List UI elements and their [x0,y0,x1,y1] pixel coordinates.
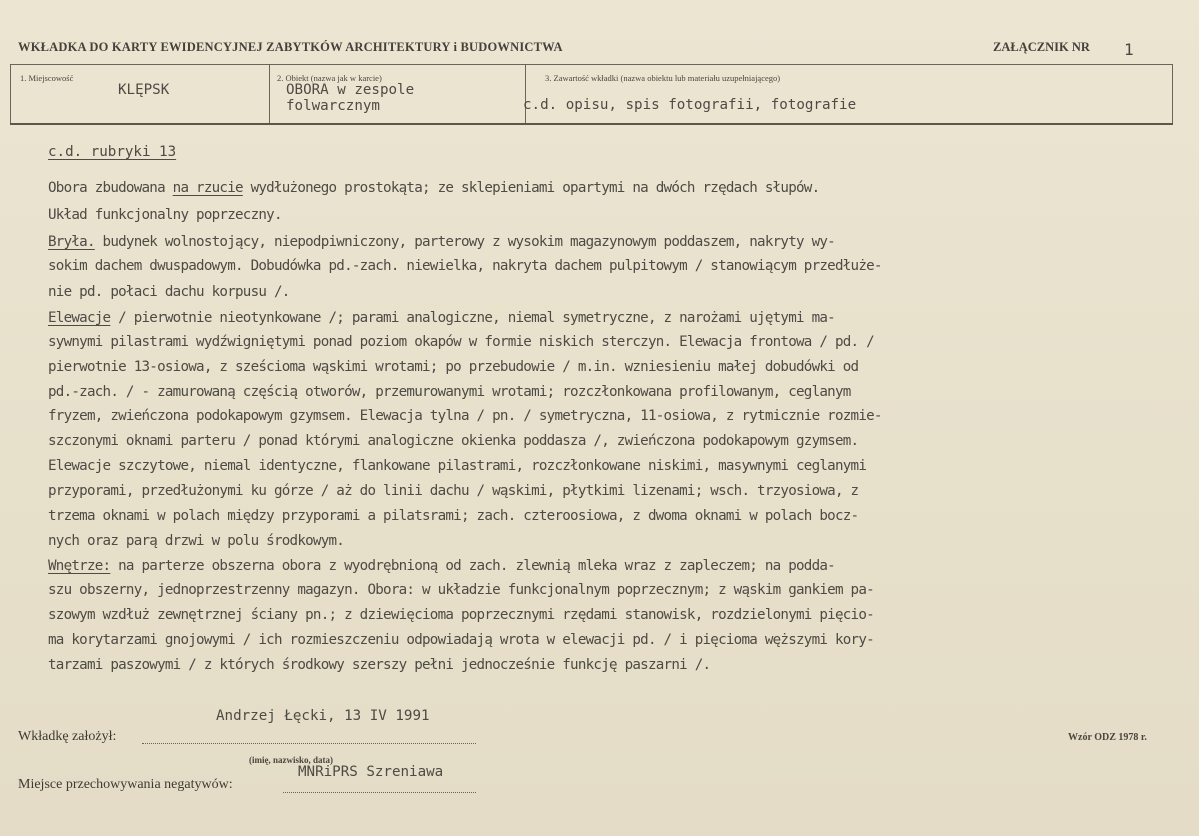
text-line: Elewacje / pierwotnie nieotynkowane /; parami analogiczne, niemal symetryczne, z narożami ujętymi ma- [48,310,835,326]
field-value-object-line2: folwarcznym [286,98,380,114]
text-line: sywnymi pilastrami wydźwigniętymi ponad poziom okapów w formie niskich sterczyn. Elewacja frontowa / pd. / [48,334,874,350]
field-label-content: 3. Zawartość wkładki (nazwa obiektu lub materiału uzupełniającego) [545,73,781,83]
text-line: pierwotnie 13-osiowa, z sześcioma wąskimi wrotami; po przebudowie / m.in. wzniesieniu małej dobudówki od [48,359,859,375]
author-value: Andrzej Łęcki, 13 IV 1991 [216,708,430,724]
text-line: szczonymi oknami parteru / ponad którymi analogiczne okienka poddasza /, zwieńczona podokapowym gzymsem. [48,433,859,449]
text-line: Układ funkcjonalny poprzeczny. [48,207,282,223]
field-value-object-line1: OBORA w zespole [286,82,415,98]
text-line: fryzem, zwieńczona podokapowym gzymsem. Elewacja tylna / pn. / symetryczna, 11-osiowa, z rytmicznie rozmie- [48,408,882,424]
text-line: nych oraz parą drzwi w polu środkowym. [48,533,345,549]
text-line: nie pd. połaci dachu korpusu /. [48,284,290,300]
author-hint: (imię, nazwisko, data) [249,755,333,765]
field-value-content: c.d. opisu, spis fotografii, fotografie [523,97,857,113]
text-line: Wnętrze: na parterze obszerna obora z wyodrębnioną od zach. zlewnią mleka wraz z zapleczem; na podda- [48,558,835,574]
text-line: Elewacje szczytowe, niemal identyczne, flankowane pilastrami, rozczłonkowane niskimi, masywnymi ceglanymi [48,458,867,474]
field-value-place: KLĘPSK [118,82,170,98]
text-line: tarzami paszowymi / z których środkowy szerszy pełni jednocześnie funkcję paszarni /. [48,657,711,673]
author-line [142,743,476,744]
text-line: Bryła. budynek wolnostojący, niepodpiwniczony, parterowy z wysokim magazynowym poddaszem, nakryty wy- [48,234,835,250]
text-line: Obora zbudowana na rzucie wydłużonego prostokąta; ze sklepieniami opartymi na dwóch rzędach słupów. [48,180,820,196]
text-line: pd.-zach. / - zamurowaną częścią otworów, przemurowanymi wrotami; rozczłonkowana profilowanym, ceglanym [48,384,851,400]
section-heading: c.d. rubryki 13 [48,144,177,160]
storage-value: MNRiPRS Szreniawa [298,764,444,780]
text-line: ma korytarzami gnojowymi / ich rozmieszczeniu odpowiadają wrota w elewacji pd. / i pięcioma węższymi kory- [48,632,874,648]
text-line: szu obszerny, jednoprzestrzenny magazyn. Obora: w układzie funkcjonalnym poprzecznym; z wąskim gankiem pa- [48,582,874,598]
field-label-place: 1. Miejscowość [20,73,74,83]
text-line: sokim dachem dwuspadowym. Dobudówka pd.-zach. niewielka, nakryta dachem pulpitowym / stanowiącym przedłuże- [48,258,882,274]
text-line: szowym wzdłuż zewnętrznej ściany pn.; z dziewięcioma poprzecznymi rzędami stanowisk, rozdzielonymi pięcio- [48,607,874,623]
field-border-right [1172,64,1173,124]
form-title: WKŁADKA DO KARTY EWIDENCYJNEJ ZABYTKÓW ARCHITEKTURY i BUDOWNICTWA [18,40,563,54]
field-label-object: 2. Obiekt (nazwa jak w karcie) [277,73,382,83]
header-rule [10,64,1173,65]
annex-number: 1 [1124,40,1134,59]
form-code: Wzór ODZ 1978 r. [1068,732,1147,743]
field-divider-1 [269,64,270,124]
text-line: trzema oknami w polach między przyporami a pilatsrami; zach. czteroosiowa, z dwoma oknami w polach bocz- [48,508,859,524]
annex-label: ZAŁĄCZNIK NR [993,40,1090,54]
author-label: Wkładkę założył: [18,729,117,744]
storage-label: Miejsce przechowywania negatywów: [18,777,233,792]
storage-line [283,792,476,793]
text-line: przyporami, przedłużonymi ku górze / aż do linii dachu / wąskimi, płytkimi lizenami; wsch. trzyosiowa, z [48,483,859,499]
field-divider-2 [525,64,526,124]
fields-rule [10,123,1173,125]
field-border-left [10,64,11,124]
